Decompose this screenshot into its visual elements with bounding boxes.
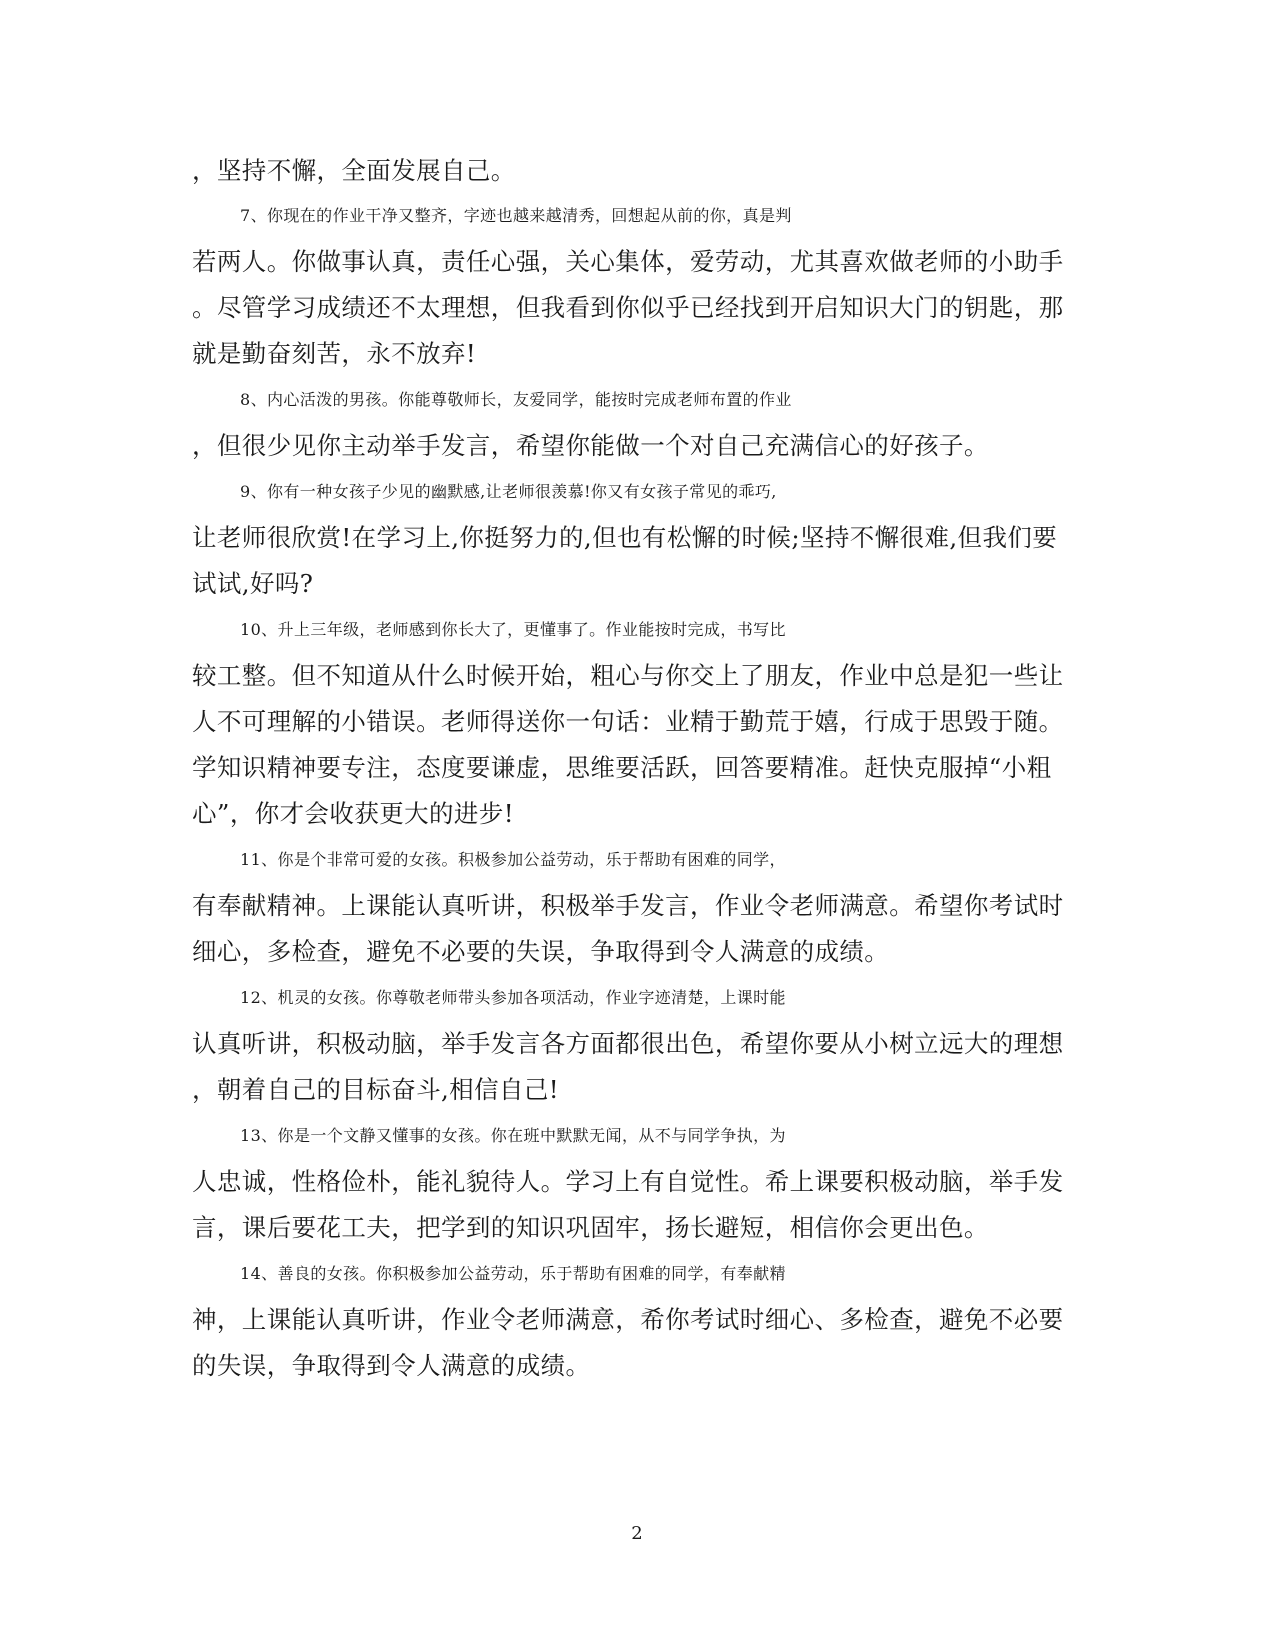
- page-number: 2: [631, 1523, 643, 1544]
- text-line: 。尽管学习成绩还不太理想，但我看到你似乎已经找到开启知识大门的钥匙，那: [192, 293, 1064, 322]
- paragraph-7-line: 7、你现在的作业干净又整齐，字迹也越来越清秀，回想起从前的你，真是判: [240, 206, 792, 225]
- text-line: 心”，你才会收获更大的进步!: [192, 799, 514, 828]
- text-line: 若两人。你做事认真，责任心强，关心集体，爱劳动，尤其喜欢做老师的小助手: [192, 247, 1064, 276]
- paragraph-13-line: 13、你是一个文静又懂事的女孩。你在班中默默无闻，从不与同学争执，为: [240, 1126, 786, 1145]
- text-line: 细心，多检查，避免不必要的失误，争取得到令人满意的成绩。: [192, 937, 890, 966]
- paragraph-14-line: 14、善良的女孩。你积极参加公益劳动，乐于帮助有困难的同学，有奉献精: [240, 1264, 786, 1283]
- text-line: 言，课后要花工夫，把学到的知识巩固牢，扬长避短，相信你会更出色。: [192, 1213, 989, 1242]
- paragraph-9-line: 9、你有一种女孩子少见的幽默感,让老师很羡慕!你又有女孩子常见的乖巧,: [240, 482, 777, 501]
- text-line: 学知识精神要专注，态度要谦虚，思维要活跃，回答要精准。赶快克服掉“小粗: [192, 753, 1052, 782]
- text-line: ，朝着自己的目标奋斗,相信自己!: [192, 1075, 560, 1104]
- text-line: 就是勤奋刻苦，永不放弃!: [192, 339, 477, 368]
- paragraph-12-line: 12、机灵的女孩。你尊敬老师带头参加各项活动，作业字迹清楚，上课时能: [240, 988, 786, 1007]
- text-line: 较工整。但不知道从什么时候开始，粗心与你交上了朋友，作业中总是犯一些让: [192, 661, 1064, 690]
- text-line: 神，上课能认真听讲，作业令老师满意，希你考试时细心、多检查，避免不必要: [192, 1305, 1064, 1334]
- text-line: 让老师很欣赏!在学习上,你挺努力的,但也有松懈的时候;坚持不懈很难,但我们要: [192, 523, 1058, 552]
- text-line: ，坚持不懈，全面发展自己。: [192, 156, 516, 185]
- text-line: 认真听讲，积极动脑，举手发言各方面都很出色，希望你要从小树立远大的理想: [192, 1029, 1064, 1058]
- text-line: 试试,好吗?: [192, 569, 314, 598]
- text-line: 的失误，争取得到令人满意的成绩。: [192, 1351, 591, 1380]
- paragraph-10-line: 10、升上三年级，老师感到你长大了，更懂事了。作业能按时完成，书写比: [240, 620, 786, 639]
- text-line: ，但很少见你主动举手发言，希望你能做一个对自己充满信心的好孩子。: [192, 431, 989, 460]
- paragraph-11-line: 11、你是个非常可爱的女孩。积极参加公益劳动，乐于帮助有困难的同学，: [240, 850, 786, 869]
- paragraph-8-line: 8、内心活泼的男孩。你能尊敬师长，友爱同学，能按时完成老师布置的作业: [240, 390, 792, 409]
- text-line: 人不可理解的小错误。老师得送你一句话：业精于勤荒于嬉，行成于思毁于随。: [192, 707, 1064, 736]
- text-line: 人忠诚，性格俭朴，能礼貌待人。学习上有自觉性。希上课要积极动脑，举手发: [192, 1167, 1064, 1196]
- text-line: 有奉献精神。上课能认真听讲，积极举手发言，作业令老师满意。希望你考试时: [192, 891, 1064, 920]
